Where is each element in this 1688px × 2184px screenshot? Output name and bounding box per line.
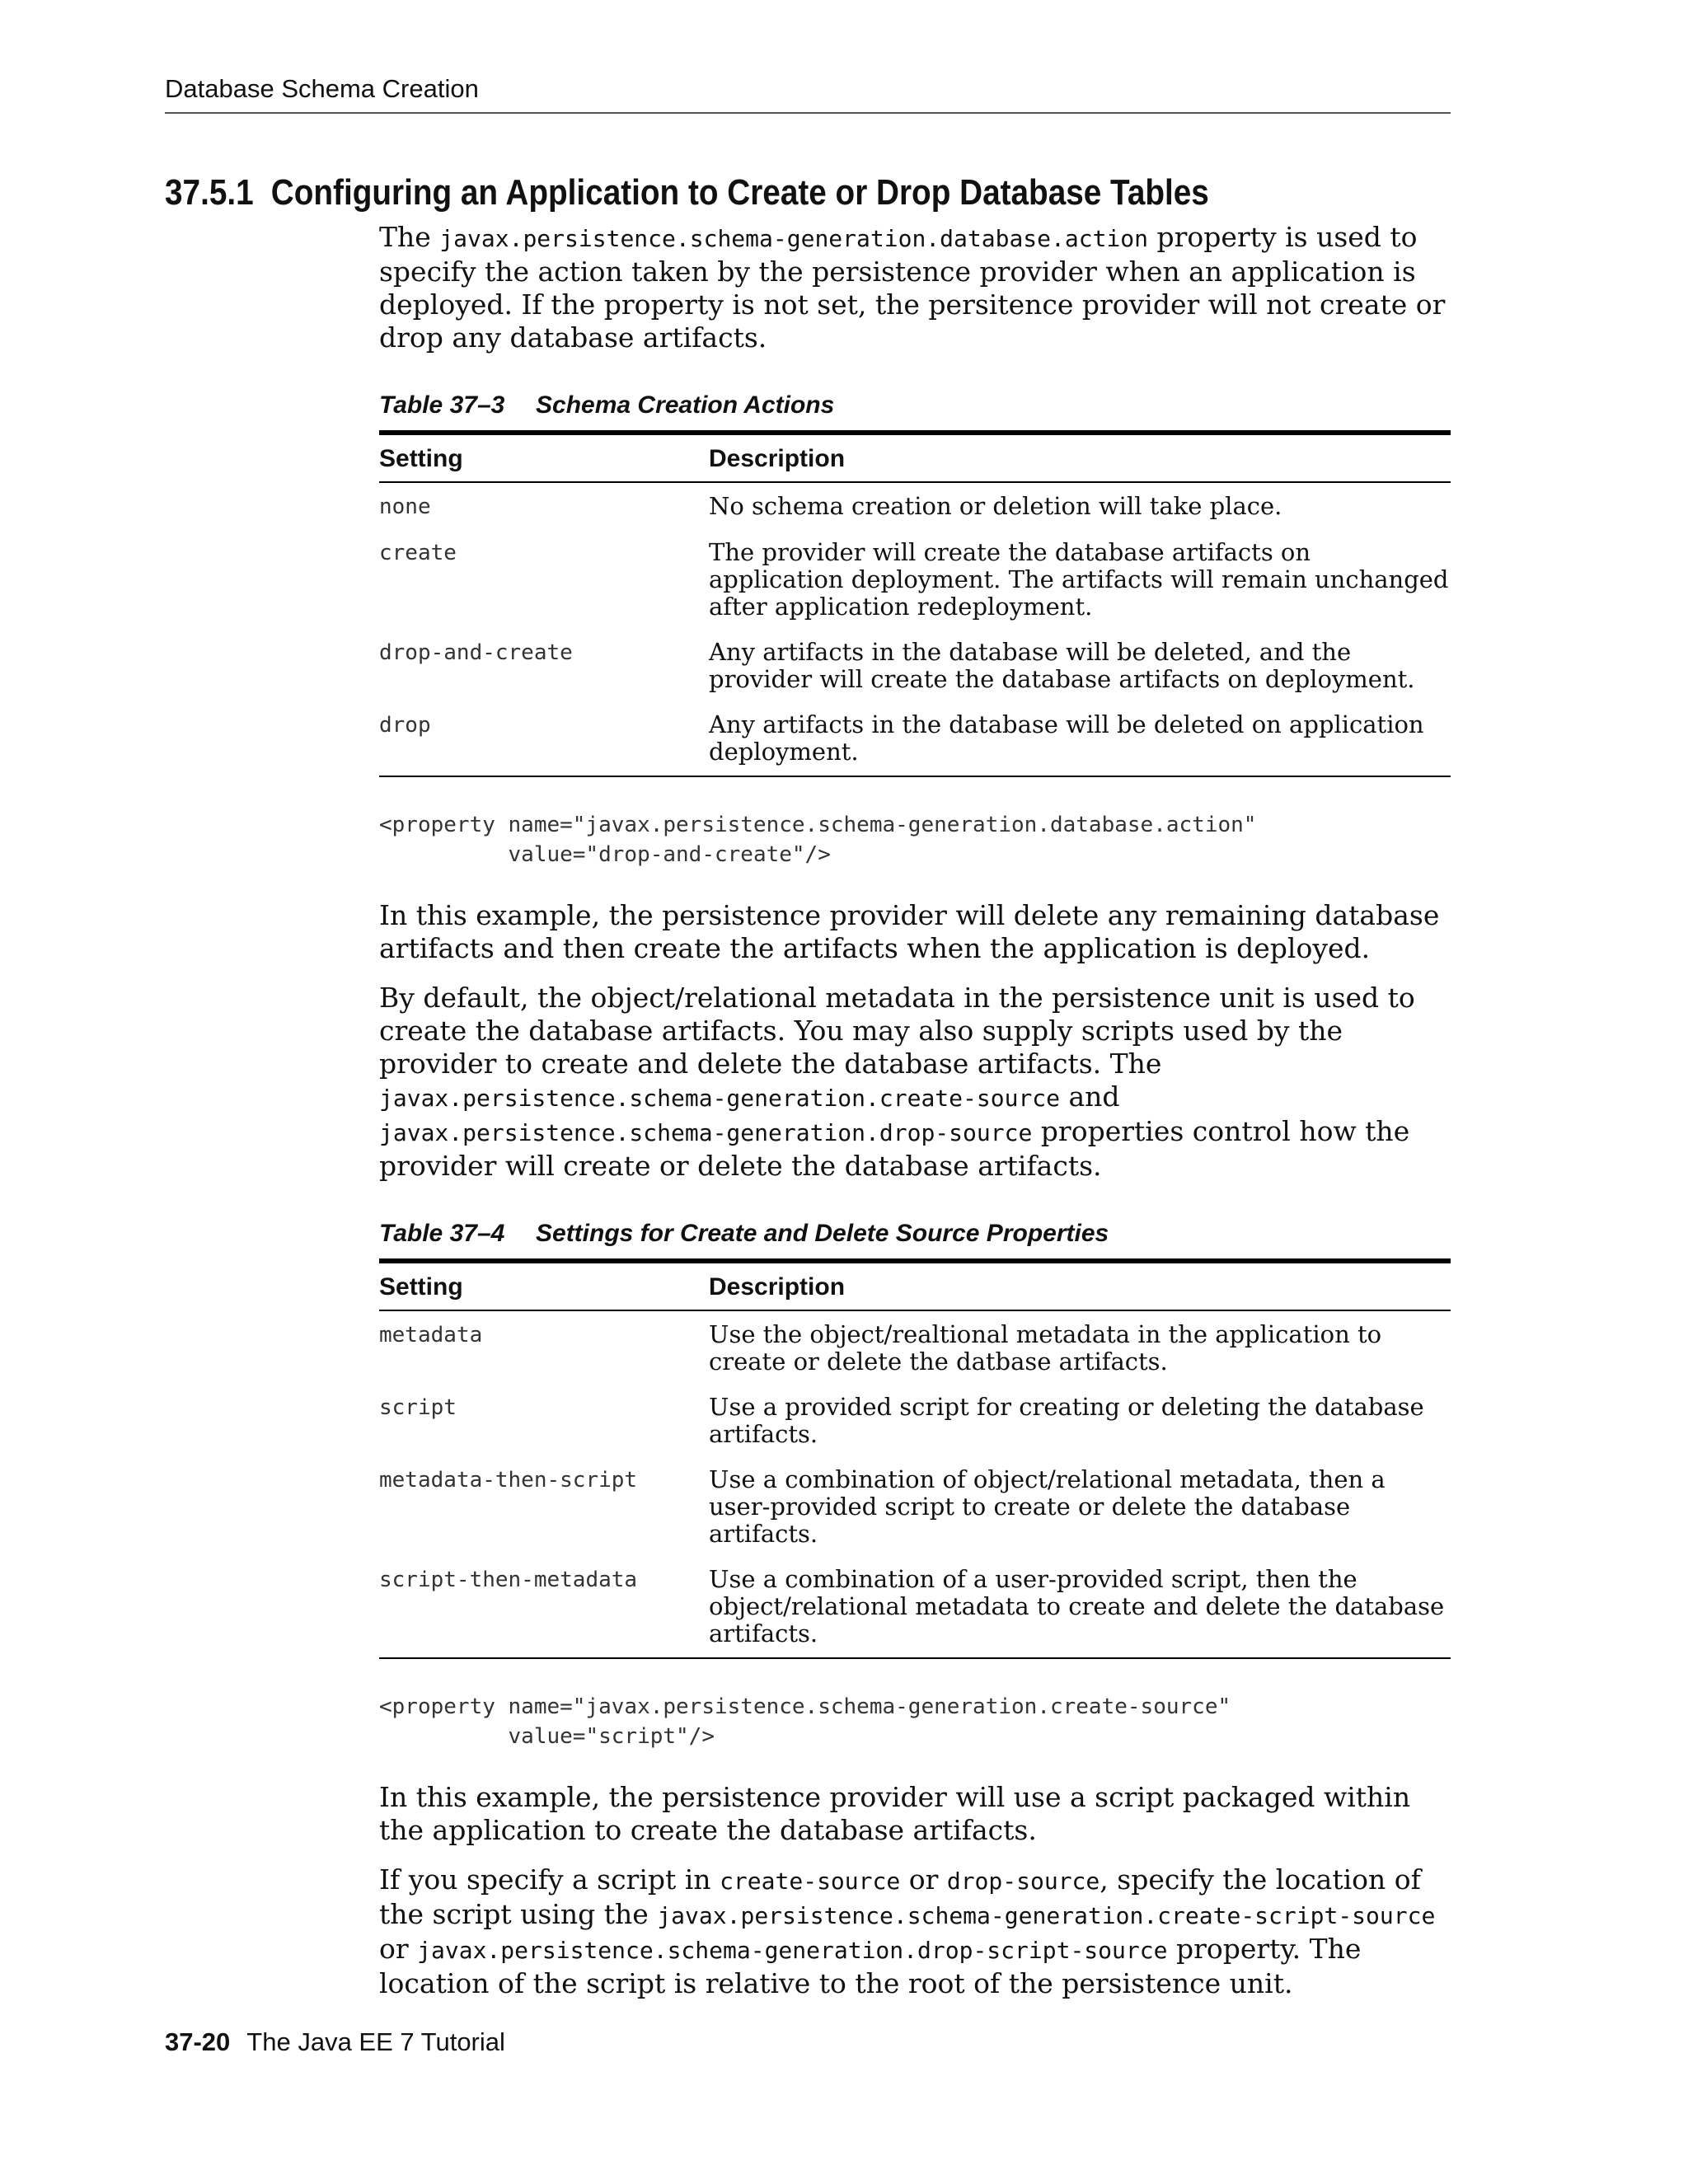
book-title: The Java EE 7 Tutorial	[246, 2027, 505, 2056]
code-drop-source: javax.persistence.schema-generation.drop-source	[379, 1119, 1033, 1146]
schema-creation-actions-table	[379, 430, 1451, 777]
code-line: value="drop-and-create"/>	[379, 842, 831, 867]
table-row	[379, 1310, 1451, 1385]
column-header-description: Description	[709, 1261, 1451, 1310]
description-cell: Use the object/realtional metadata in the application to create or delete the datbase artifacts.	[709, 1320, 1382, 1376]
setting-cell: script	[379, 1395, 457, 1420]
description-cell: Use a combination of object/relational metadata, then a user-provided script to create or delete the database artifacts.	[709, 1465, 1386, 1548]
table-caption	[379, 391, 1451, 420]
description-cell: No schema creation or deletion will take place.	[709, 492, 1282, 520]
setting-cell: create	[379, 541, 457, 565]
section-title-text: Configuring an Application to Create or Drop Database Tables	[270, 172, 1209, 213]
page-number: 37-20	[165, 2027, 231, 2056]
column-header-description: Description	[709, 433, 1451, 482]
table-caption-title: Schema Creation Actions	[536, 391, 835, 419]
description-cell: Use a provided script for creating or deleting the database artifacts.	[709, 1393, 1424, 1448]
text: or	[379, 1933, 418, 1965]
text: properties control how the provider will create or delete the database artifacts.	[379, 1115, 1410, 1182]
text: By default, the object/relational metadata in the persistence unit is used to create the database artifacts. You may also supply scripts used by the provider to create and delete the database artifacts. The	[379, 982, 1415, 1080]
main-content	[379, 221, 1451, 2017]
table-header-row	[379, 1261, 1451, 1310]
page-footer	[165, 2027, 505, 2057]
text: , specify the location of the script using the	[379, 1863, 1421, 1930]
text: The	[379, 221, 440, 253]
code-line: <property name="javax.persistence.schema-generation.create-source"	[379, 1694, 1231, 1719]
description-cell: The provider will create the database artifacts on application deployment. The artifacts will remain unchanged after application redeployment.	[709, 538, 1449, 621]
table-caption-number: Table 37–4	[379, 1220, 505, 1247]
setting-cell: drop	[379, 713, 431, 738]
code-create-source-short: create-source	[720, 1868, 901, 1895]
text: or	[900, 1863, 947, 1896]
table-row	[379, 1558, 1451, 1658]
code-line: <property name="javax.persistence.schema-generation.database.action"	[379, 813, 1257, 837]
code-example-database-action	[379, 810, 1451, 869]
example-explanation-paragraph: In this example, the persistence provider will delete any remaining database artifacts and then create the artifacts when the application is deployed.	[379, 899, 1440, 964]
code-create-source: javax.persistence.schema-generation.create-source	[379, 1085, 1061, 1112]
text: property. The location of the script is relative to the root of the persistence unit.	[379, 1933, 1362, 1999]
setting-cell: drop-and-create	[379, 640, 573, 665]
table-row	[379, 1458, 1451, 1558]
description-cell: Use a combination of a user-provided script, then the object/relational metadata to create and delete the database artifacts.	[709, 1565, 1445, 1647]
table-caption-number: Table 37–3	[379, 391, 505, 419]
intro-paragraph	[379, 221, 1451, 354]
section-title	[165, 170, 1209, 216]
table-header-row	[379, 433, 1451, 482]
default-metadata-paragraph	[379, 982, 1451, 1183]
setting-cell: metadata	[379, 1323, 483, 1347]
column-header-setting: Setting	[379, 433, 709, 482]
running-header: Database Schema Creation	[165, 74, 1451, 114]
text: and	[1060, 1080, 1120, 1113]
setting-cell: none	[379, 494, 431, 519]
column-header-setting: Setting	[379, 1261, 709, 1310]
code-drop-script-source: javax.persistence.schema-generation.drop-script-source	[417, 1937, 1168, 1964]
table-caption-title: Settings for Create and Delete Source Properties	[536, 1220, 1109, 1247]
source-properties-table	[379, 1258, 1451, 1659]
table-row	[379, 482, 1451, 531]
text: If you specify a script in	[379, 1863, 720, 1896]
code-database-action: javax.persistence.schema-generation.database.action	[439, 225, 1149, 252]
code-create-script-source: javax.persistence.schema-generation.create-script-source	[657, 1902, 1436, 1929]
description-cell: Any artifacts in the database will be deleted, and the provider will create the database artifacts on deployment.	[709, 638, 1415, 693]
text: property is used to specify the action taken by the persistence provider when an application is deployed. If the property is not set, the persitence provider will not create or drop any database artifacts.	[379, 221, 1446, 354]
table-caption	[379, 1219, 1451, 1249]
section-number: 37.5.1	[165, 172, 254, 213]
table-row	[379, 1385, 1451, 1458]
table-row	[379, 703, 1451, 776]
table-row	[379, 531, 1451, 630]
script-example-paragraph: In this example, the persistence provider will use a script packaged within the application to create the database artifacts.	[379, 1781, 1411, 1846]
code-drop-source-short: drop-source	[946, 1868, 1100, 1895]
table-row	[379, 630, 1451, 703]
code-line: value="script"/>	[379, 1724, 715, 1749]
description-cell: Any artifacts in the database will be deleted on application deployment.	[709, 710, 1424, 766]
script-location-paragraph	[379, 1863, 1451, 2000]
code-example-create-source	[379, 1692, 1451, 1751]
setting-cell: script-then-metadata	[379, 1568, 638, 1592]
setting-cell: metadata-then-script	[379, 1468, 638, 1493]
